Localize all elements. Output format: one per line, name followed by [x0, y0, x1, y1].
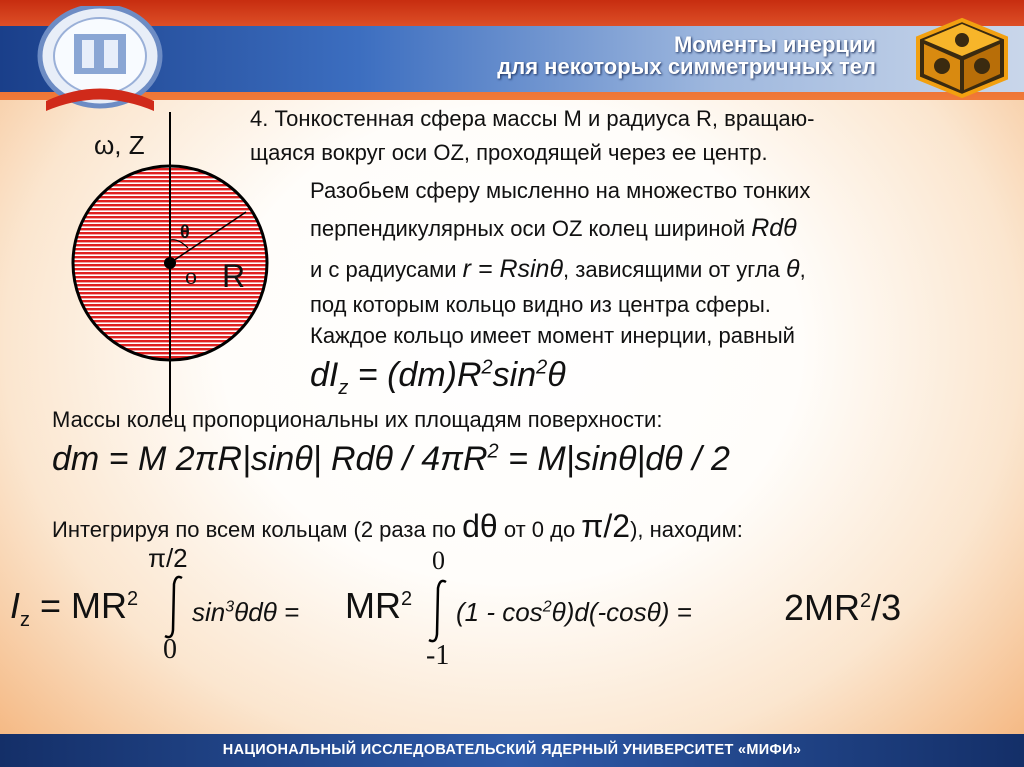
integral-sign-2: [426, 578, 450, 644]
paragraph-2-line5: Каждое кольцо имеет момент инерции, равный: [310, 323, 795, 348]
axis-label: ω, Z: [94, 130, 145, 160]
p2-line3-text-c: , зависящими от угла: [563, 257, 787, 282]
angle-label: θ: [180, 222, 190, 242]
integral-2-upper-limit: 0: [432, 546, 445, 575]
paragraph-2-line1: Разобьем сферу мысленно на множество тонких: [310, 178, 811, 203]
radius-label: R: [222, 258, 246, 294]
final-integrand-1: $\sin^3\theta d\theta$ =: [192, 597, 300, 627]
page-title-line2: для некоторых симметричных тел: [497, 54, 876, 79]
integral-1-lower-limit: 0: [163, 634, 177, 665]
p2-line3-math-theta: θ: [786, 255, 800, 283]
center-point: [164, 257, 176, 269]
paragraph-1-line1: 4. Тонкостенная сфера массы М и радиуса R, вращаю-: [250, 106, 815, 131]
p2-line2-text: перпендикулярных оси OZ колец шириной: [310, 216, 752, 241]
cube-logo: [912, 16, 1012, 98]
origin-label: o: [185, 264, 197, 290]
paragraph-2-line4: под которым кольцо видно из центра сферы.: [310, 292, 771, 317]
equation-dm: dm = M 2πR|sinθ| $Rd\theta / 4\pi R^2 = M|\sin\theta|d\theta / 2$: [52, 440, 730, 478]
page-title: [497, 34, 876, 78]
paragraph-2-line2: [310, 214, 797, 243]
integral-sign-1: [162, 574, 186, 640]
integral-2-lower-limit: -1: [426, 640, 450, 671]
paragraph-2-line3: [310, 255, 806, 284]
p2-line3-text-a: и с радиусами: [310, 257, 463, 282]
page-title-line1: Моменты инерции: [673, 32, 876, 57]
paragraph-4: Интегрируя по всем кольцам (2 раза по dθ от 0 до π/2), находим:: [52, 508, 743, 544]
p2-line3-math-r: r = Rsinθ: [462, 255, 564, 283]
final-integrand-2: $(1 - \cos^2\theta)d(-\cos\theta)$ =: [456, 597, 692, 627]
final-result: $2MR^2/3$: [784, 587, 902, 628]
final-lhs: $I_z = MR^2$: [10, 585, 139, 632]
paragraph-1-line2: щаяся вокруг оси OZ, проходящей через ее центр.: [250, 140, 768, 165]
final-mr2: $MR^2$: [345, 585, 413, 626]
p2-line2-math: Rdθ: [751, 214, 797, 242]
p2-line3-comma: ,: [799, 257, 806, 282]
integral-1-upper-limit: π/2: [148, 543, 188, 573]
sphere-diagram: [60, 100, 280, 420]
paragraph-3: Массы колец пропорциональны их площадям поверхности:: [52, 407, 663, 432]
footer-bar: НАЦИОНАЛЬНЫЙ ИССЛЕДОВАТЕЛЬСКИЙ ЯДЕРНЫЙ УНИВЕРСИТЕТ «МИФИ»: [0, 734, 1024, 767]
equation-dI: $dI_z = (dm)R^2\sin^2\theta$: [310, 356, 566, 399]
